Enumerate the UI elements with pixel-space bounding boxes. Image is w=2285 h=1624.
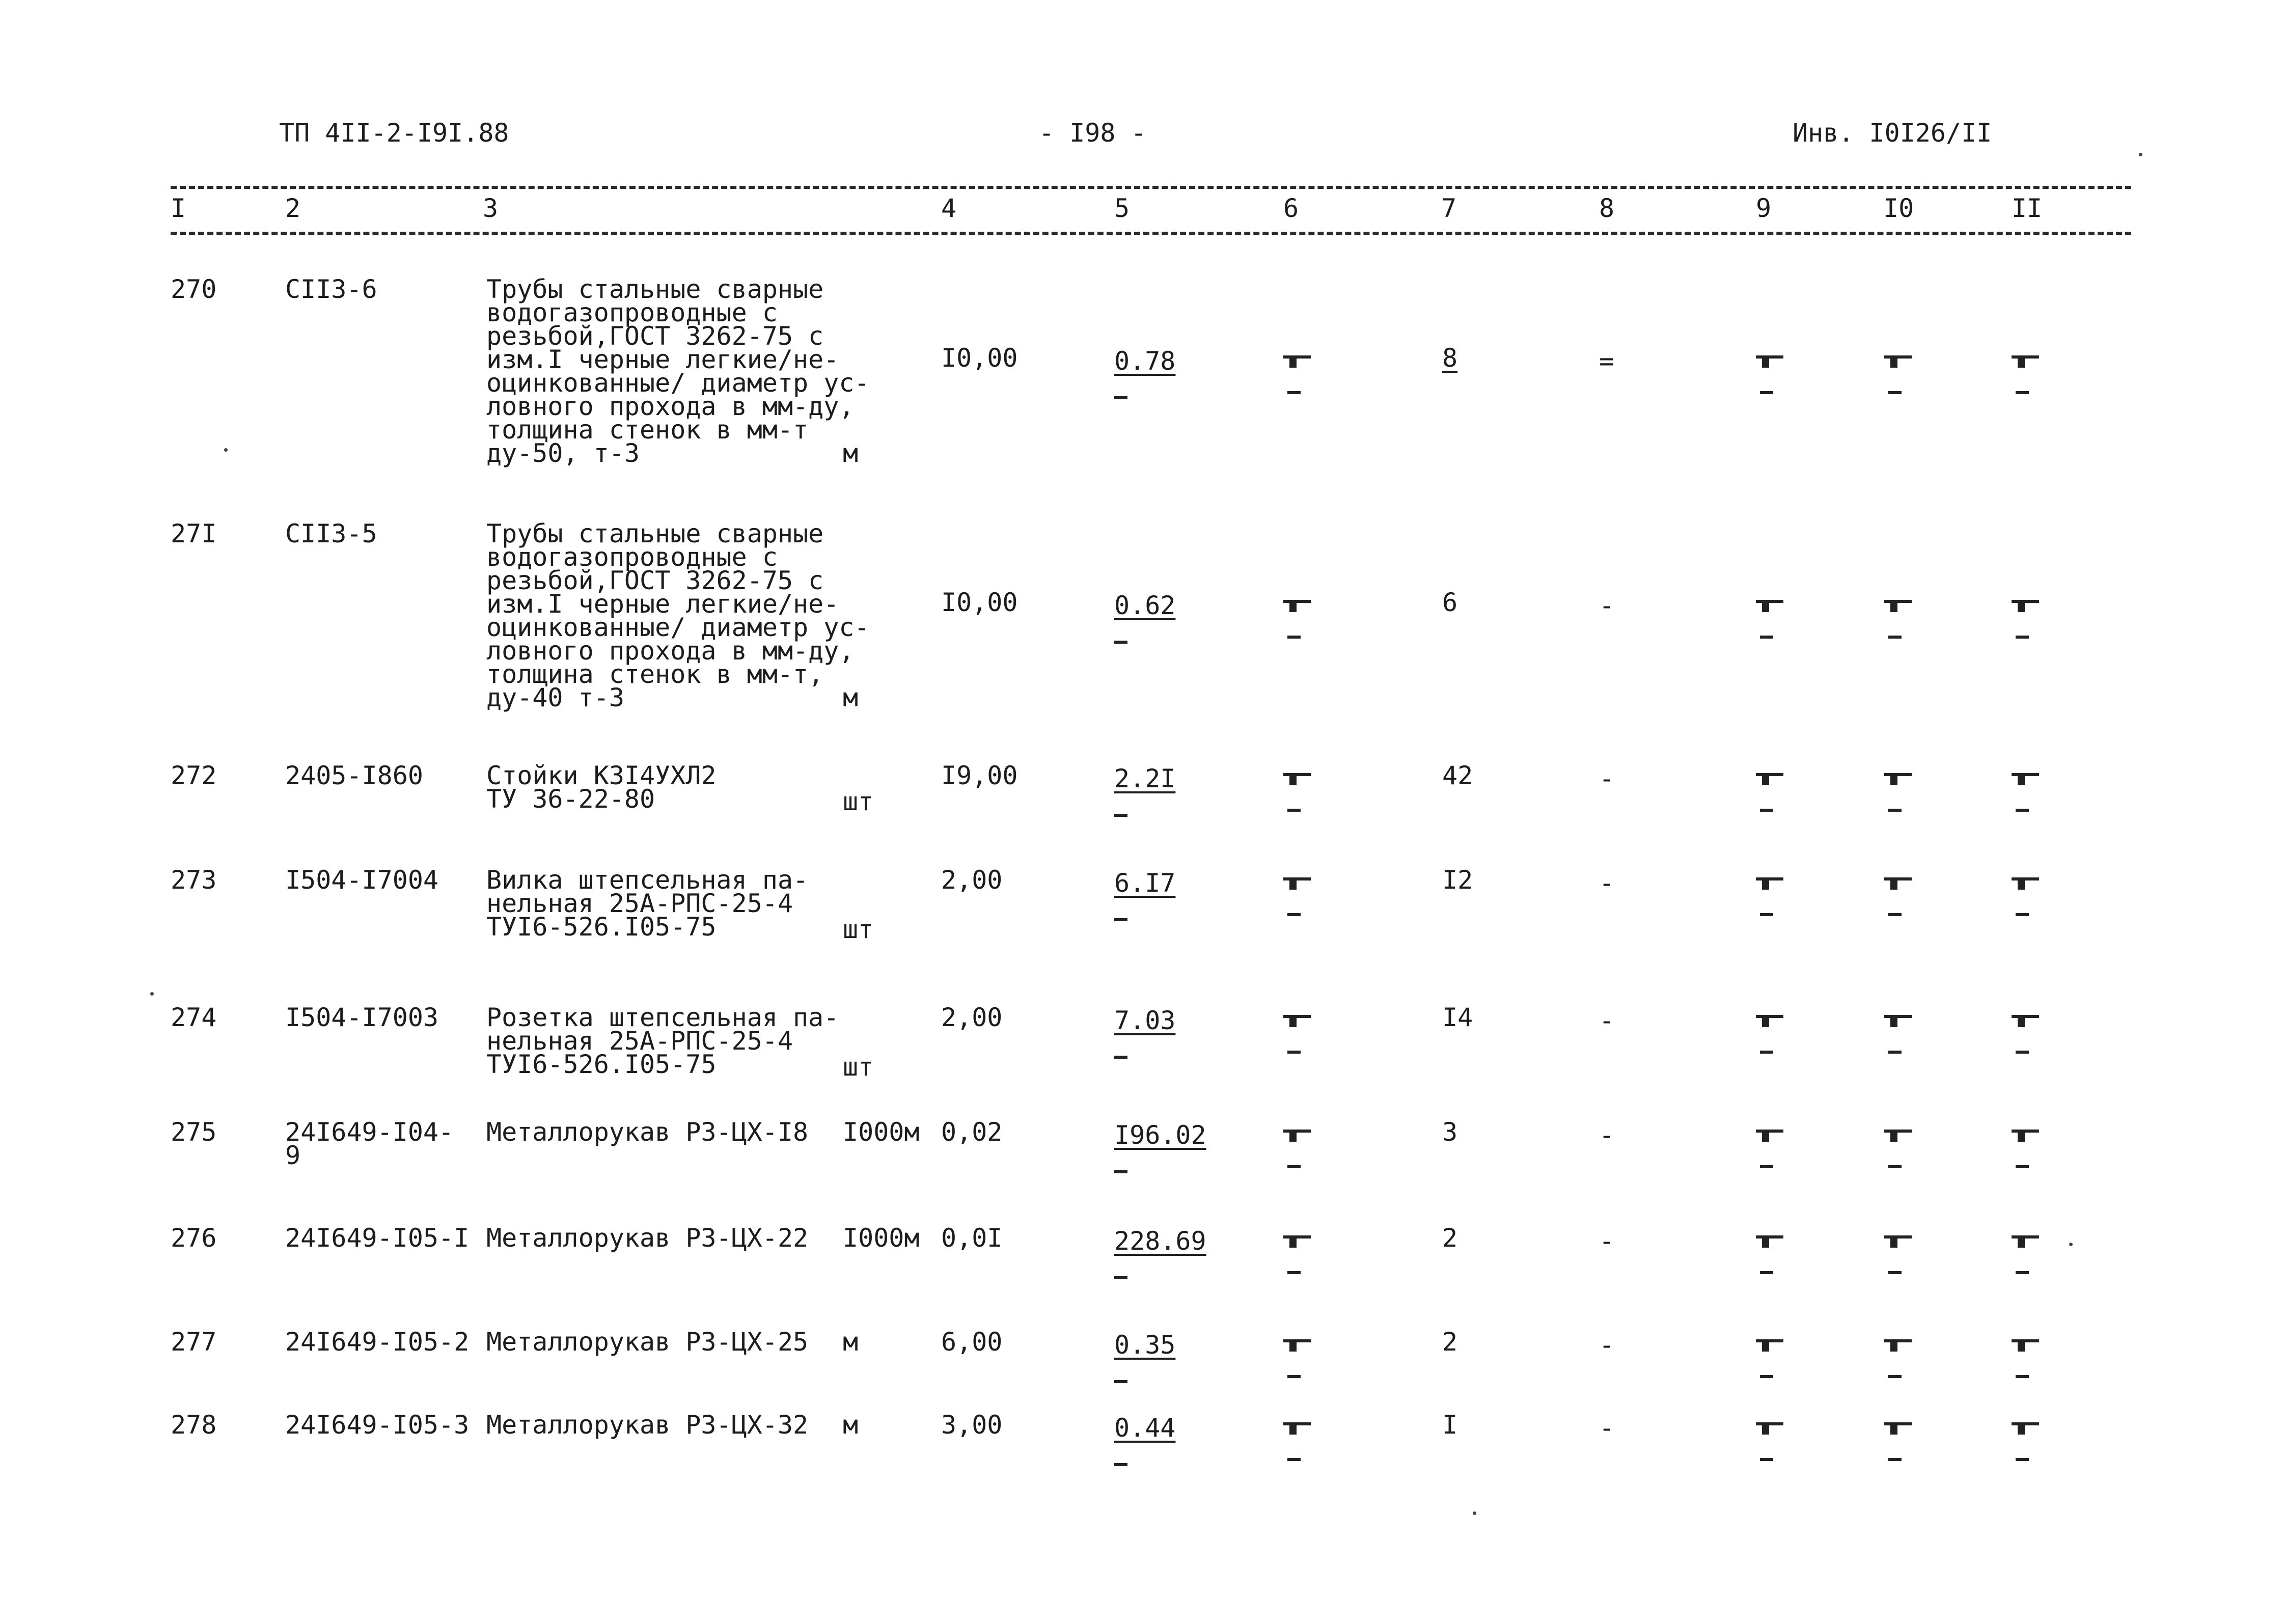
ditto-upper-stroke [2012, 600, 2039, 603]
ditto-tick [1289, 776, 1297, 785]
col-8-mark: - [1599, 764, 1615, 793]
col-8-mark: - [1599, 591, 1615, 620]
scan-speck [150, 992, 154, 996]
row-number: 274 [171, 1003, 217, 1032]
ditto-tick [1890, 1018, 1897, 1027]
ditto-upper-stroke [1756, 1130, 1783, 1133]
row-number: 278 [171, 1410, 217, 1440]
col-10-ditto [1884, 1232, 1912, 1274]
col-9-ditto [1756, 352, 1783, 394]
scan-speck [224, 448, 228, 452]
item-code: 24I649-I05-2 [285, 1327, 470, 1357]
ditto-lower-stroke [1760, 1458, 1773, 1461]
ditto-lower-stroke [1760, 809, 1773, 812]
ditto-lower-stroke [1287, 391, 1301, 394]
ditto-upper-stroke [1884, 877, 1912, 880]
row-number: 270 [171, 274, 217, 304]
row-number: 273 [171, 865, 217, 895]
item-description: Розетка штепсельная па- нельная 25А-РПС-25-4 ТУI6-526.I05-75 [486, 1003, 839, 1079]
col-7-value: 3 [1442, 1117, 1458, 1147]
col-10-ditto [1884, 1336, 1912, 1378]
ditto-upper-stroke [1884, 1235, 1912, 1238]
col-10-ditto [1884, 874, 1912, 916]
unit-price-value: 6.I7 [1114, 868, 1176, 898]
row-number: 277 [171, 1327, 217, 1357]
unit-of-measure: шт [843, 1052, 874, 1082]
ditto-lower-stroke [1760, 1375, 1773, 1378]
ditto-dash [1114, 918, 1127, 921]
ditto-upper-stroke [2012, 1015, 2039, 1018]
ditto-tick [1762, 1238, 1769, 1248]
ditto-dash [1114, 1276, 1127, 1279]
col-6-ditto [1283, 1126, 1311, 1168]
col-6-ditto [1283, 770, 1311, 812]
ditto-upper-stroke [2012, 1339, 2039, 1342]
unit-price-value: 0.44 [1114, 1413, 1176, 1443]
ditto-tick [2018, 776, 2025, 785]
unit-of-measure: I000м [843, 1117, 920, 1147]
ditto-upper-stroke [1283, 1339, 1311, 1342]
ditto-tick [1762, 603, 1769, 612]
col-9-ditto [1756, 1126, 1783, 1168]
col-7-value: 42 [1442, 761, 1473, 790]
ditto-upper-stroke [1884, 1015, 1912, 1018]
ditto-lower-stroke [1287, 1051, 1301, 1054]
ditto-lower-stroke [2016, 1458, 2029, 1461]
ditto-tick [1762, 1133, 1769, 1142]
ditto-lower-stroke [1888, 1375, 1902, 1378]
col-8-mark: = [1599, 346, 1615, 376]
ditto-tick [1289, 880, 1297, 890]
ditto-upper-stroke [1756, 773, 1783, 776]
col-5-label: 5 [1114, 194, 1130, 223]
page-number: - I98 - [1039, 118, 1146, 148]
item-description: Стойки К3I4УХЛ2 ТУ 36-22-80 [486, 761, 717, 814]
quantity: I0,00 [941, 343, 1018, 373]
item-code: I504-I7004 [285, 865, 439, 895]
unit-of-measure: м [843, 1410, 859, 1440]
ditto-tick [1890, 776, 1897, 785]
col-8-mark: - [1599, 1226, 1615, 1256]
unit-price [1114, 1413, 1175, 1466]
ditto-lower-stroke [1760, 391, 1773, 394]
ditto-upper-stroke [1283, 773, 1311, 776]
unit-price [1114, 1120, 1206, 1173]
scan-speck [2139, 153, 2142, 156]
col-11-ditto [2012, 1336, 2039, 1378]
ditto-upper-stroke [2012, 877, 2039, 880]
ditto-upper-stroke [2012, 1235, 2039, 1238]
ditto-tick [1762, 880, 1769, 890]
ditto-tick [1762, 359, 1769, 368]
ditto-tick [1762, 776, 1769, 785]
ditto-upper-stroke [1283, 1015, 1311, 1018]
unit-of-measure: м [843, 1327, 859, 1357]
ditto-upper-stroke [1756, 1015, 1783, 1018]
row-number: 275 [171, 1117, 217, 1147]
col-10-ditto [1884, 352, 1912, 394]
quantity: I0,00 [941, 588, 1018, 617]
item-description: Металлорукав Р3-ЦХ-25 [486, 1327, 809, 1357]
ditto-tick [1890, 1342, 1897, 1352]
ditto-lower-stroke [2016, 809, 2029, 812]
ditto-tick [1762, 1425, 1769, 1435]
ditto-dash [1114, 396, 1127, 399]
ditto-tick [2018, 603, 2025, 612]
col-8-mark: - [1599, 1413, 1615, 1443]
ditto-tick [1890, 1133, 1897, 1142]
ditto-tick [1890, 603, 1897, 612]
unit-price-value: 0.78 [1114, 346, 1176, 376]
unit-price [1114, 1330, 1175, 1383]
ditto-dash [1114, 1056, 1127, 1059]
col-3-label: 3 [483, 194, 499, 223]
col-6-ditto [1283, 1336, 1311, 1378]
unit-of-measure: I000м [843, 1223, 920, 1253]
ditto-upper-stroke [1756, 1422, 1783, 1425]
ditto-tick [2018, 880, 2025, 890]
unit-price [1114, 591, 1175, 644]
col-9-ditto [1756, 1336, 1783, 1378]
unit-of-measure: шт [843, 787, 874, 816]
ditto-tick [2018, 1425, 2025, 1435]
ditto-lower-stroke [2016, 1051, 2029, 1054]
ditto-upper-stroke [1756, 1235, 1783, 1238]
ditto-upper-stroke [1283, 1422, 1311, 1425]
unit-price-value: 228.69 [1114, 1226, 1206, 1256]
unit-price-value: I96.02 [1114, 1120, 1206, 1150]
ditto-upper-stroke [1283, 877, 1311, 880]
ditto-upper-stroke [1756, 877, 1783, 880]
unit-price [1114, 1006, 1175, 1059]
ditto-tick [2018, 1018, 2025, 1027]
item-description: Металлорукав Р3-ЦХ-22 [486, 1223, 809, 1253]
col-9-ditto [1756, 1012, 1783, 1054]
item-description: Вилка штепсельная па- нельная 25А-РПС-25-4 ТУI6-526.I05-75 [486, 865, 809, 942]
ditto-dash [1114, 814, 1127, 817]
item-description: Трубы стальные сварные водогазопроводные с резьбой,ГОСТ 3262-75 с изм.I черные легкие/не- оцинкованные/ диаметр ус- ловного прохода в мм-ду, толщина стенок в мм-т, ду-40 т-3 [486, 519, 870, 712]
ditto-lower-stroke [1888, 1458, 1902, 1461]
col-10-ditto [1884, 1012, 1912, 1054]
header-rule-bottom [171, 232, 2131, 235]
ditto-upper-stroke [1283, 600, 1311, 603]
ditto-tick [1890, 1425, 1897, 1435]
ditto-lower-stroke [1888, 1165, 1902, 1168]
ditto-lower-stroke [1888, 636, 1902, 639]
quantity: 0,0I [941, 1223, 1003, 1253]
ditto-lower-stroke [1760, 1051, 1773, 1054]
col-1-label: I [171, 194, 186, 223]
ditto-tick [2018, 1238, 2025, 1248]
item-code: 2405-I860 [285, 761, 423, 790]
ditto-dash [1114, 641, 1127, 644]
col-8-mark: - [1599, 868, 1615, 898]
item-code: 24I649-I05-3 [285, 1410, 470, 1440]
ditto-lower-stroke [1760, 1165, 1773, 1168]
unit-price-value: 0.62 [1114, 591, 1176, 620]
col-10-ditto [1884, 597, 1912, 639]
row-number: 272 [171, 761, 217, 790]
ditto-lower-stroke [1760, 1271, 1773, 1274]
unit-price [1114, 868, 1175, 921]
ditto-lower-stroke [2016, 636, 2029, 639]
ditto-tick [1289, 1425, 1297, 1435]
unit-price [1114, 346, 1175, 399]
col-11-ditto [2012, 352, 2039, 394]
col-6-ditto [1283, 1419, 1311, 1461]
col-7-value: 8 [1442, 343, 1458, 373]
ditto-upper-stroke [1884, 773, 1912, 776]
col-9-ditto [1756, 597, 1783, 639]
ditto-lower-stroke [1287, 1271, 1301, 1274]
col-11-ditto [2012, 874, 2039, 916]
col-7-value: I2 [1442, 865, 1473, 895]
ditto-upper-stroke [1283, 1235, 1311, 1238]
ditto-tick [1289, 1133, 1297, 1142]
ditto-lower-stroke [1287, 1458, 1301, 1461]
unit-price [1114, 1226, 1206, 1279]
item-code: I504-I7003 [285, 1003, 439, 1032]
ditto-lower-stroke [1888, 809, 1902, 812]
ditto-lower-stroke [1287, 809, 1301, 812]
col-9-ditto [1756, 1232, 1783, 1274]
quantity: 6,00 [941, 1327, 1003, 1357]
col-8-mark: - [1599, 1330, 1615, 1360]
ditto-lower-stroke [2016, 391, 2029, 394]
quantity: 2,00 [941, 1003, 1003, 1032]
col-11-ditto [2012, 597, 2039, 639]
ditto-tick [1289, 1238, 1297, 1248]
inventory-number: Инв. I0I26/II [1793, 118, 1992, 148]
col-7-value: 6 [1442, 588, 1458, 617]
col-10-ditto [1884, 770, 1912, 812]
ditto-lower-stroke [1760, 636, 1773, 639]
quantity: 2,00 [941, 865, 1003, 895]
col-11-ditto [2012, 770, 2039, 812]
col-6-ditto [1283, 352, 1311, 394]
unit-of-measure: м [843, 683, 859, 712]
item-description: Металлорукав Р3-ЦХ-I8 [486, 1117, 809, 1147]
ditto-upper-stroke [2012, 355, 2039, 359]
col-11-ditto [2012, 1419, 2039, 1461]
ditto-upper-stroke [1756, 600, 1783, 603]
col-10-ditto [1884, 1419, 1912, 1461]
ditto-tick [1289, 359, 1297, 368]
unit-price [1114, 764, 1175, 817]
unit-price-value: 0.35 [1114, 1330, 1176, 1360]
ditto-tick [1289, 603, 1297, 612]
ditto-upper-stroke [1283, 355, 1311, 359]
item-description: Металлорукав Р3-ЦХ-32 [486, 1410, 809, 1440]
ditto-lower-stroke [1888, 1051, 1902, 1054]
ditto-upper-stroke [1283, 1130, 1311, 1133]
ditto-lower-stroke [1760, 913, 1773, 916]
ditto-lower-stroke [2016, 913, 2029, 916]
col-4-label: 4 [941, 194, 957, 223]
ditto-tick [1762, 1018, 1769, 1027]
quantity: 0,02 [941, 1117, 1003, 1147]
ditto-tick [2018, 1342, 2025, 1352]
ditto-tick [1890, 880, 1897, 890]
item-description: Трубы стальные сварные водогазопроводные с резьбой,ГОСТ 3262-75 с изм.I черные легкие/не- оцинкованные/ диаметр ус- ловного прохода в мм-ду, толщина стенок в мм-т ду-50, т-3 [486, 274, 870, 468]
ditto-tick [1890, 1238, 1897, 1248]
col-6-ditto [1283, 1012, 1311, 1054]
col-10-label: I0 [1883, 194, 1914, 223]
ditto-tick [2018, 359, 2025, 368]
document-code: ТП 4II-2-I9I.88 [279, 118, 509, 148]
ditto-lower-stroke [1287, 1375, 1301, 1378]
col-9-label: 9 [1756, 194, 1772, 223]
col-8-mark: - [1599, 1120, 1615, 1150]
item-code: СII3-5 [285, 519, 377, 548]
header-rule-top [171, 186, 2131, 189]
quantity: 3,00 [941, 1410, 1003, 1440]
col-8-label: 8 [1599, 194, 1615, 223]
col-7-value: 2 [1442, 1223, 1458, 1253]
ditto-upper-stroke [2012, 1422, 2039, 1425]
ditto-upper-stroke [1756, 355, 1783, 359]
ditto-lower-stroke [2016, 1271, 2029, 1274]
ditto-lower-stroke [1888, 1271, 1902, 1274]
ditto-upper-stroke [1884, 355, 1912, 359]
unit-of-measure: м [843, 438, 859, 468]
col-8-mark: - [1599, 1006, 1615, 1035]
col-11-ditto [2012, 1012, 2039, 1054]
col-9-ditto [1756, 1419, 1783, 1461]
item-code: СII3-6 [285, 274, 377, 304]
col-7-label: 7 [1441, 194, 1457, 223]
ditto-lower-stroke [1287, 913, 1301, 916]
ditto-tick [2018, 1133, 2025, 1142]
col-11-ditto [2012, 1232, 2039, 1274]
item-code: 24I649-I04- 9 [285, 1117, 454, 1170]
unit-price-value: 2.2I [1114, 764, 1176, 793]
ditto-upper-stroke [2012, 773, 2039, 776]
ditto-upper-stroke [1884, 1339, 1912, 1342]
col-7-value: I4 [1442, 1003, 1473, 1032]
col-6-label: 6 [1283, 194, 1299, 223]
ditto-dash [1114, 1170, 1127, 1173]
ditto-upper-stroke [1884, 1422, 1912, 1425]
col-7-value: 2 [1442, 1327, 1458, 1357]
col-6-ditto [1283, 597, 1311, 639]
ditto-lower-stroke [1287, 1165, 1301, 1168]
ditto-upper-stroke [1756, 1339, 1783, 1342]
ditto-tick [1890, 359, 1897, 368]
ditto-dash [1114, 1380, 1127, 1383]
col-11-label: II [2012, 194, 2043, 223]
scan-speck [2069, 1243, 2073, 1246]
quantity: I9,00 [941, 761, 1018, 790]
col-7-value: I [1442, 1410, 1458, 1440]
ditto-upper-stroke [1884, 600, 1912, 603]
unit-price-value: 7.03 [1114, 1006, 1176, 1035]
ditto-lower-stroke [1888, 391, 1902, 394]
ditto-upper-stroke [1884, 1130, 1912, 1133]
col-10-ditto [1884, 1126, 1912, 1168]
col-6-ditto [1283, 874, 1311, 916]
ditto-dash [1114, 1463, 1127, 1466]
row-number: 276 [171, 1223, 217, 1253]
ditto-tick [1289, 1342, 1297, 1352]
scan-speck [1473, 1511, 1476, 1515]
ditto-lower-stroke [1287, 636, 1301, 639]
ditto-tick [1762, 1342, 1769, 1352]
ditto-tick [1289, 1018, 1297, 1027]
ditto-upper-stroke [2012, 1130, 2039, 1133]
row-number: 27I [171, 519, 217, 548]
col-11-ditto [2012, 1126, 2039, 1168]
ditto-lower-stroke [2016, 1165, 2029, 1168]
ditto-lower-stroke [2016, 1375, 2029, 1378]
ditto-lower-stroke [1888, 913, 1902, 916]
col-9-ditto [1756, 874, 1783, 916]
col-9-ditto [1756, 770, 1783, 812]
item-code: 24I649-I05-I [285, 1223, 470, 1253]
unit-of-measure: шт [843, 915, 874, 944]
col-6-ditto [1283, 1232, 1311, 1274]
col-2-label: 2 [285, 194, 301, 223]
